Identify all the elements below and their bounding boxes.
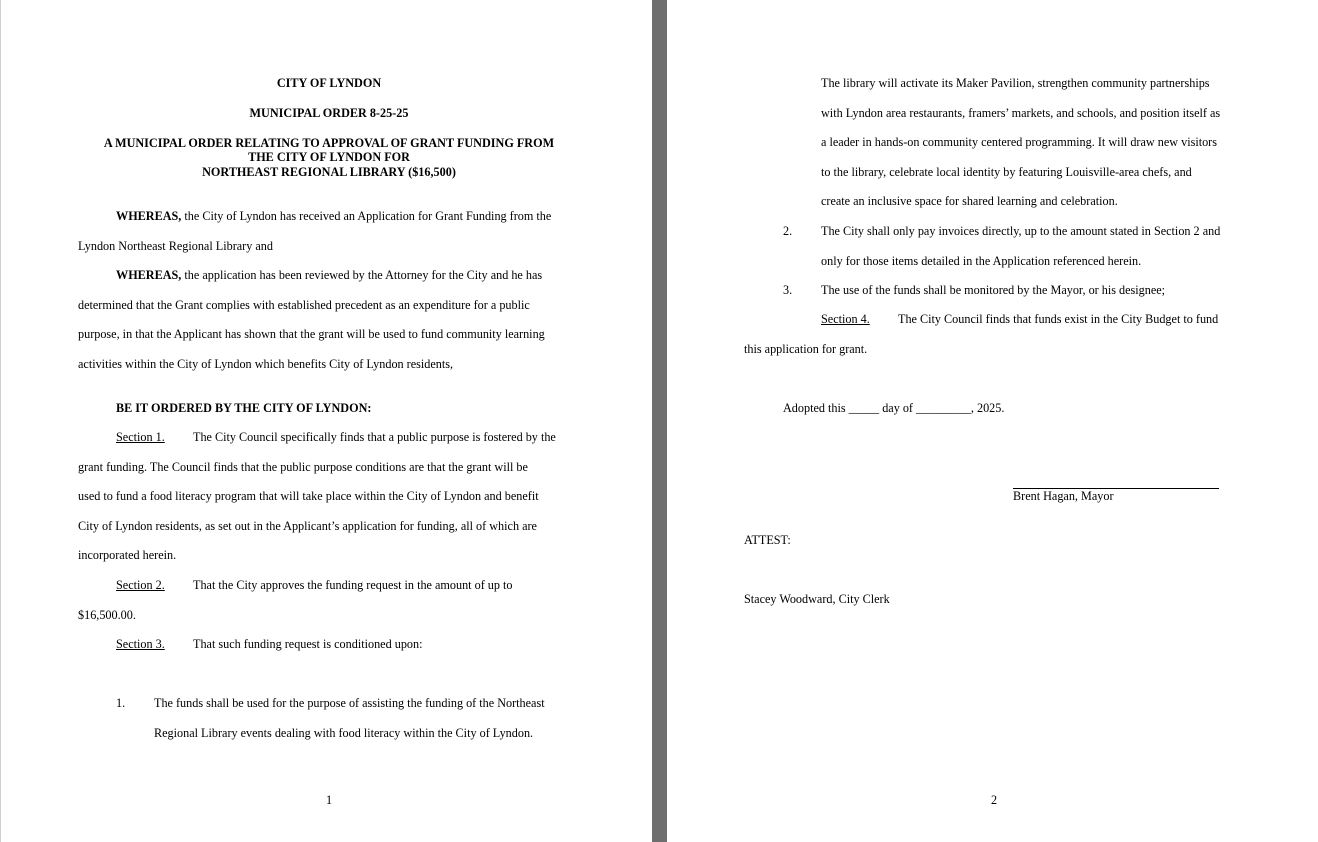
section-1-line: incorporated herein. (78, 548, 177, 562)
section-3-text: That such funding request is conditioned upon: (193, 637, 423, 651)
section-1-line: City of Lyndon residents, as set out in the Applicant’s application for funding, all of which are (78, 519, 537, 533)
document-page-1 (0, 0, 652, 842)
list-item-line: only for those items detailed in the Application referenced herein. (821, 254, 1142, 268)
page-number: 1 (325, 793, 333, 807)
section-1-label: Section 1. (116, 430, 165, 444)
list-item-line: with Lyndon area restaurants, framers’ markets, and schools, and position itself as (821, 106, 1221, 120)
section-2-line: $16,500.00. (78, 608, 136, 622)
order-number: MUNICIPAL ORDER 8-25-25 (249, 106, 409, 120)
document-title: CITY OF LYNDON (276, 76, 382, 90)
order-heading-line: NORTHEAST REGIONAL LIBRARY ($16,500) (202, 165, 456, 179)
document-page-2 (667, 0, 1318, 842)
page-separator (652, 0, 667, 842)
order-heading-line: THE CITY OF LYNDON FOR (248, 150, 410, 164)
list-item-line: Regional Library events dealing with food literacy within the City of Lyndon. (154, 726, 534, 740)
section-1-text: The City Council specifically finds that a public purpose is fostered by the (193, 430, 556, 444)
section-4-line: this application for grant. (744, 342, 868, 356)
list-item-line: The library will activate its Maker Pavilion, strengthen community partnerships (821, 76, 1210, 90)
section-4-text: The City Council finds that funds exist in the City Budget to fund (898, 312, 1219, 326)
ordered-heading: BE IT ORDERED BY THE CITY OF LYNDON: (116, 401, 372, 415)
list-item-line: to the library, celebrate local identity by featuring Louisville-area chefs, and (821, 165, 1192, 179)
section-4-label: Section 4. (821, 312, 870, 326)
section-2-text: That the City approves the funding request in the amount of up to (193, 578, 513, 592)
list-item-line: The City shall only pay invoices directly, up to the amount stated in Section 2 and (821, 224, 1221, 238)
whereas-line: activities within the City of Lyndon which benefits City of Lyndon residents, (78, 357, 454, 371)
whereas-lead: WHEREAS, (116, 268, 182, 282)
whereas-paragraph-1 (116, 209, 551, 224)
mayor-signature-name: Brent Hagan, Mayor (1013, 489, 1114, 503)
section-3-label: Section 3. (116, 637, 165, 651)
order-heading-line: A MUNICIPAL ORDER RELATING TO APPROVAL OF GRANT FUNDING FROM (103, 136, 555, 150)
whereas-text: the application has been reviewed by the Attorney for the City and he has (181, 268, 543, 282)
list-item-line: The use of the funds shall be monitored by the Mayor, or his designee; (821, 283, 1166, 297)
list-item-line: create an inclusive space for shared learning and celebration. (821, 194, 1118, 208)
whereas-line: determined that the Grant complies with established precedent as an expenditure for a public (78, 298, 530, 312)
page-number: 2 (990, 793, 998, 807)
whereas-paragraph-2 (116, 268, 542, 283)
list-item-number: 1. (116, 696, 126, 710)
section-1-line: used to fund a food literacy program that will take place within the City of Lyndon and benefit (78, 489, 539, 503)
whereas-text: the City of Lyndon has received an Application for Grant Funding from the (181, 209, 552, 223)
adopted-line: Adopted this _____ day of _________, 2025. (783, 401, 1005, 415)
section-2-label: Section 2. (116, 578, 165, 592)
whereas-line: purpose, in that the Applicant has shown that the grant will be used to fund community learning (78, 327, 545, 341)
whereas-lead: WHEREAS, (116, 209, 182, 223)
clerk-signature-name: Stacey Woodward, City Clerk (744, 592, 890, 606)
list-item-line: The funds shall be used for the purpose of assisting the funding of the Northeast (154, 696, 545, 710)
list-item-number: 2. (783, 224, 793, 238)
whereas-line: Lyndon Northeast Regional Library and (78, 239, 273, 253)
list-item-line: a leader in hands-on community centered programming. It will draw new visitors (821, 135, 1217, 149)
attest-label: ATTEST: (744, 533, 791, 547)
list-item-number: 3. (783, 283, 793, 297)
section-1-line: grant funding. The Council finds that the public purpose conditions are that the grant will be (78, 460, 528, 474)
